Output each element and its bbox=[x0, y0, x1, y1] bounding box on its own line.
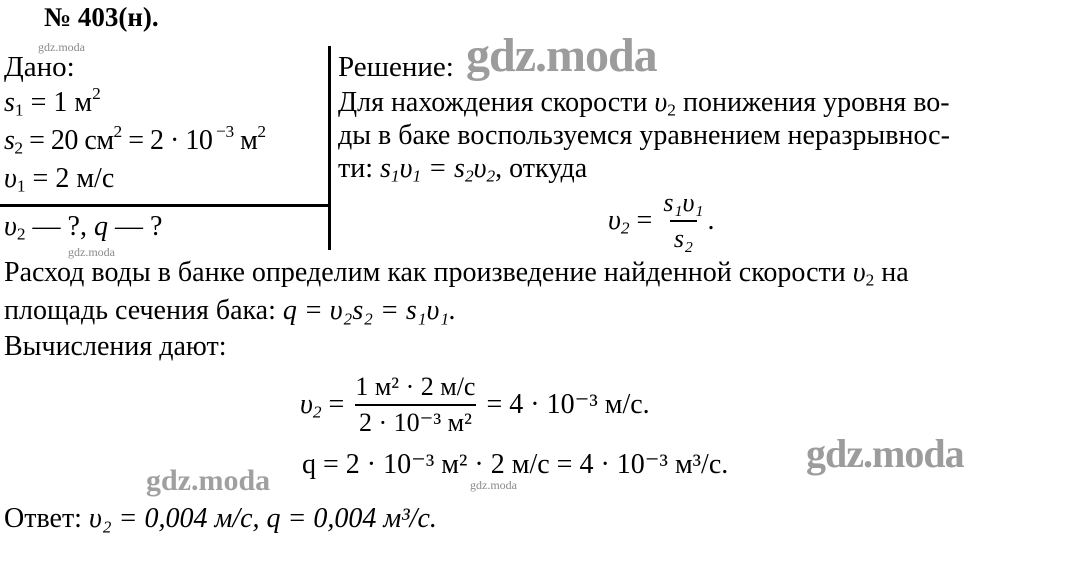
calc-heading: Вычисления дают: bbox=[4, 331, 227, 362]
watermark-small-1: gdz.moda bbox=[38, 40, 85, 54]
watermark-big-2: gdz.moda bbox=[806, 431, 964, 476]
continuity-formula: $\upsilon_2$ = $\frac{\text{s₁υ₁}}{\text{s₂}}$ . bbox=[608, 186, 714, 256]
given-separator bbox=[328, 46, 331, 250]
given-heading: Дано: bbox=[4, 51, 75, 83]
problem-number: № 403(н). bbox=[44, 2, 159, 32]
solution-heading: Решение: bbox=[338, 51, 454, 83]
flow-line-2: площадь сечения бака: q = υ₂s₂ = s₁υ₁. bbox=[4, 295, 457, 326]
watermark-mid-1: gdz.moda bbox=[146, 464, 271, 497]
given-v1: $\upsilon_1 = 2$ м/с bbox=[4, 163, 115, 196]
flow-line-1: Расход воды в банке определим как произведение найденной скорости $\upsilon_2$ на bbox=[4, 257, 909, 290]
given-find: $\upsilon_2$ — ?, q — ? bbox=[4, 211, 163, 244]
watermark-big-1: gdz.moda bbox=[466, 29, 657, 82]
answer-line: Ответ: υ₂ = 0,004 м/с, q = 0,004 м³/с. bbox=[4, 503, 437, 534]
calc-q-formula: q = 2 · 10⁻³ м² · 2 м/с = 4 · 10⁻³ м³/с. bbox=[302, 449, 729, 480]
given-divider bbox=[0, 204, 330, 207]
watermark-small-3: gdz.moda bbox=[470, 478, 517, 492]
given-s2: $s_2 = 20$ $см^2 = 2 \cdot 10$ $^{-3}$ $м^2$ bbox=[4, 121, 266, 158]
given-s1: $s_1 = 1$ $м^2$ bbox=[4, 83, 101, 120]
solution-line-1: Для нахождения скорости $\upsilon_2$ понижения уровня во- bbox=[338, 87, 950, 120]
calc-v2-formula: $\upsilon_2$ = $\frac{\text{1 м² · 2 м/с}}{\text{2 · 10⁻³ м²}}$ = 4 · 10⁻³ м/с. bbox=[300, 370, 650, 440]
watermark-small-2: gdz.moda bbox=[68, 245, 115, 259]
solution-line-3: ти: $s_1\upsilon_1 = s_2\upsilon_2$, откуда bbox=[338, 153, 588, 186]
solution-line-2: ды в баке воспользуемся уравнением неразрывнос- bbox=[338, 120, 950, 151]
